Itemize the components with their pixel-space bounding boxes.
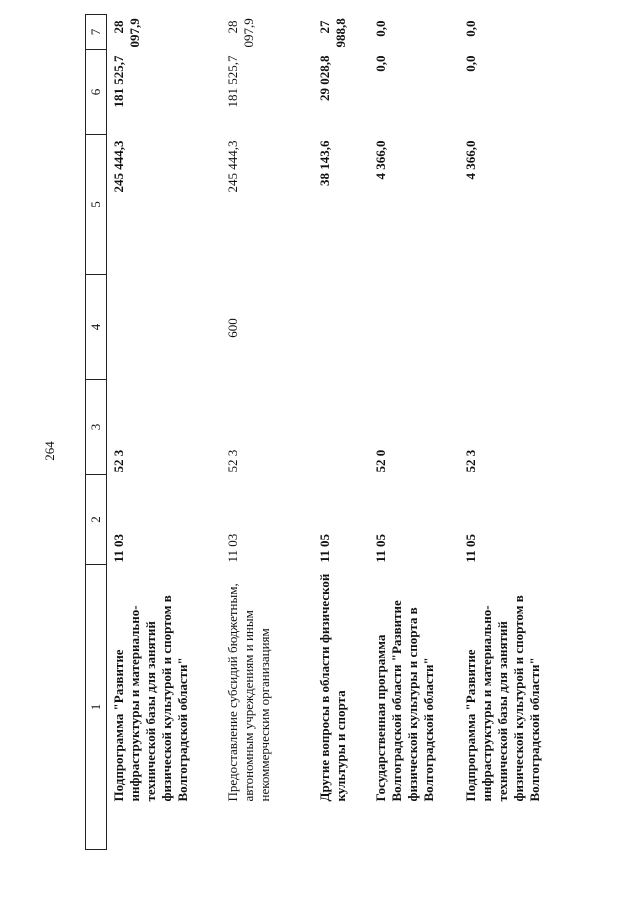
row-col7: 28 097,9 [111,18,142,48]
row-col3 [313,380,369,475]
row-col6: 0,0 [373,55,388,72]
row-col6: 0,0 [463,55,478,72]
row-col5: 245 444,3 [111,140,126,193]
page-number: 264 [42,441,57,461]
row-col3: 52 0 [373,449,388,473]
header-col-7: 7 [86,15,107,50]
budget-table [85,14,573,850]
row-razdel: 11 05 [317,533,332,563]
header-col-2: 2 [86,475,107,565]
row-col6: 181 525,7 [111,55,126,108]
row-name: Подпрограмма "Развитие инфраструктуры и материально-технической базы для занятий физической культурой и спортом в Волгоградской области" [463,595,542,802]
row-col3: 52 3 [111,449,126,473]
header-col-5: 5 [86,135,107,275]
table-row [221,15,313,850]
row-col5: 38 143,6 [317,140,332,186]
row-col4 [313,275,369,380]
table-row [107,15,222,850]
table-row [313,15,369,850]
row-col4 [107,275,222,380]
table-row [369,15,459,850]
row-col5: 4 366,0 [463,140,478,180]
row-col4 [459,275,573,380]
header-col-6: 6 [86,50,107,135]
row-col3: 52 3 [225,449,240,473]
row-col7: 0,0 [463,20,478,37]
row-col5: 245 444,3 [225,140,240,193]
row-col5: 4 366,0 [373,140,388,180]
row-col4 [369,275,459,380]
header-row [86,15,107,850]
row-name: Подпрограмма "Развитие инфраструктуры и материально-технической базы для занятий физической культурой и спортом в Волгоградской области" [111,595,190,802]
budget-table-container [85,15,605,850]
row-col7: 0,0 [373,20,388,37]
header-col-1: 1 [86,565,107,850]
row-razdel: 11 03 [111,533,126,563]
row-razdel: 11 03 [225,533,240,563]
row-name: Предоставление субсидий бюджетным, автономным учреждениям и иным некоммерческим организациям [225,583,272,802]
row-razdel: 11 05 [373,533,388,563]
row-name: Государственная программа Волгоградской области "Развитие физической культуры и спорта в Волгоградской области" [373,600,436,802]
row-col4: 600 [225,318,240,338]
header-col-4: 4 [86,275,107,380]
table-row [459,15,573,850]
row-col7: 27 988,8 [317,18,348,48]
row-col3: 52 3 [463,449,478,473]
row-col6: 181 525,7 [225,55,240,108]
header-col-3: 3 [86,380,107,475]
row-col7: 28 097,9 [225,18,256,48]
row-col6: 29 028,8 [317,55,332,101]
row-razdel: 11 05 [463,533,478,563]
row-name: Другие вопросы в области физической культуры и спорта [317,573,348,802]
